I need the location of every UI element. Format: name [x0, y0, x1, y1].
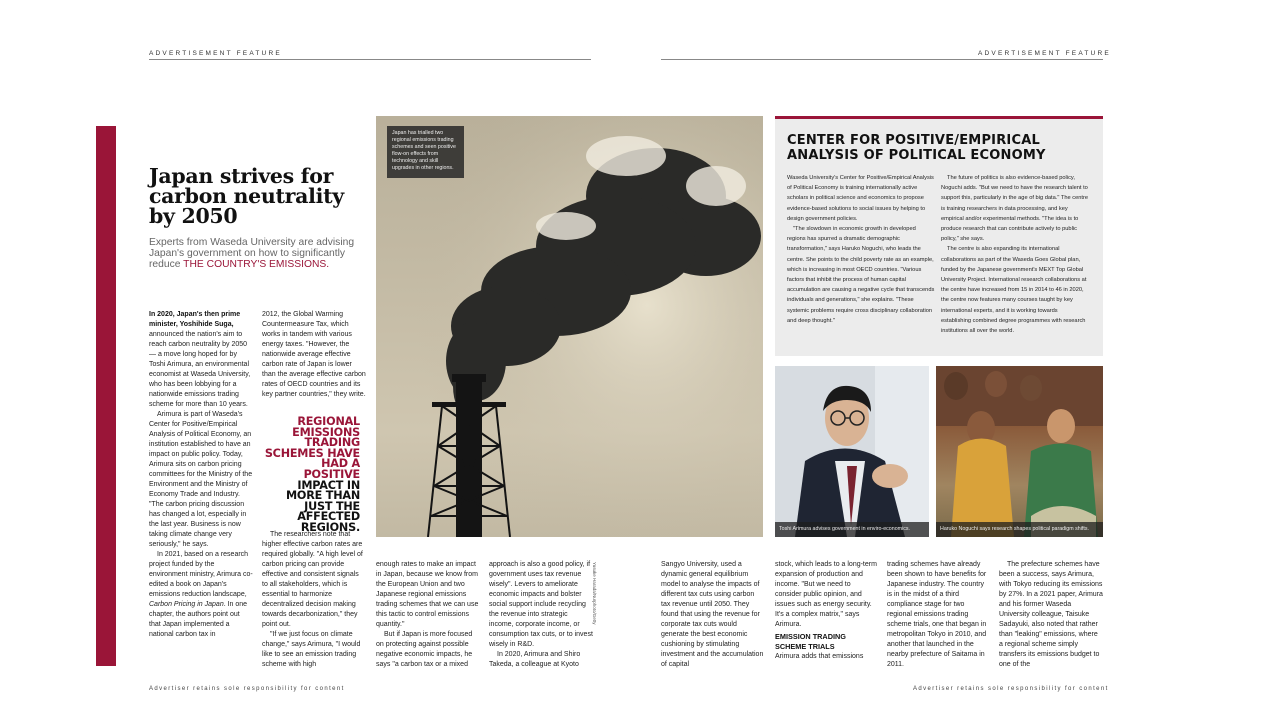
arimura-photo-caption: Toshi Arimura advises government in enviro-economics.	[775, 522, 929, 537]
col4-paragraph-1: approach is also a good policy, if government uses tax revenue wisely". Levers to ameliorate economic impacts and bolster social support include recycling the revenue into strategic income, corporate income, or consumption tax cuts, or to invest wisely in R&D.	[489, 561, 593, 648]
col1-paragraph-3: In 2021, based on a research project funded by the environment ministry, Arimura co-edited a book on Japan's emissions reduction landscape, Carbon Pricing in Japan. In one chapter, the authors point out that Japan implemented a national carbon tax in	[149, 551, 253, 638]
article-column-2-lower	[262, 530, 366, 670]
article-column-6	[775, 560, 877, 662]
photo-credit: Yusuke Harada/Nurphoto/Getty	[592, 562, 597, 625]
article-column-8	[999, 560, 1103, 670]
women-group-illustration	[936, 366, 1103, 537]
header-rule-left	[149, 59, 591, 60]
center-right-paragraph-2: The centre is also expanding its international collaborations as part of the Waseda Goes Global plan, funded by the Japanese government's MEXT Top Global University Project. International research collaborations at the centre have increased from 15 in 2014 to 46 in 2020, the centre now features many courses taught by key international experts, and it is working towards establishing combined degree programmes with research institutions all over the world.	[941, 246, 1087, 335]
col6-paragraph-1: stock, which leads to a long-term expansion of production and income. "But we need to consider public opinion, and issues such as energy security. It's a complex matrix," says Arimura.	[775, 561, 877, 628]
article-column-5	[661, 560, 765, 670]
pull-quote-dark: IMPACT IN MORE THAN JUST THE AFFECTED REGIONS.	[285, 478, 360, 534]
main-photo-caption: Japan has trialled two regional emissions trading schemes and seen positive flow-on effects from technology and skill upgrades in other regions.	[387, 126, 464, 178]
article-headline: Japan strives for carbon neutrality by 2050	[149, 164, 344, 228]
footer-disclaimer-right: Advertiser retains sole responsibility for content	[913, 686, 1109, 692]
standfirst-text: Experts from Waseda University are advising Japan's government on how to significantly reduce	[149, 237, 355, 270]
col6-paragraph-2: Arimura adds that emissions	[775, 653, 864, 660]
header-rule-right	[661, 59, 1103, 60]
footer-disclaimer-left: Advertiser retains sole responsibility for content	[149, 686, 345, 692]
col2-paragraph-2: The researchers note that higher effective carbon rates are required globally. "A high level of carbon pricing can provide effective and consistent signals to all stakeholders, which is essential to harmonize decentralized decision making towards decarbonization," they point out.	[262, 531, 363, 628]
section-subheading: EMISSION TRADING SCHEME TRIALS	[775, 632, 846, 651]
arimura-photo	[775, 366, 929, 537]
advertisement-feature-label-right: ADVERTISEMENT FEATURE	[978, 50, 1111, 57]
article-column-2	[262, 310, 366, 400]
article-standfirst	[149, 237, 371, 270]
col4-paragraph-2: In 2020, Arimura and Shiro Takeda, a colleague at Kyoto	[489, 651, 581, 668]
col2-paragraph-1: 2012, the Global Warming Countermeasure Tax, which works in tandem with various energy taxes. "However, the nationwide average effective carbon rate of Japan is lower than the average effective carbon rates of OECD countries and its key partner countries," they write.	[262, 311, 366, 398]
center-info-box	[775, 116, 1103, 356]
book-title: Carbon Pricing in Japan	[149, 601, 224, 608]
standfirst-highlight: THE COUNTRY'S EMISSIONS.	[183, 259, 330, 270]
center-box-column-right	[941, 173, 1089, 336]
col3-paragraph-2: But if Japan is more focused on protecting against possible negative economic impacts, he says "a carbon tax or a mixed	[376, 631, 473, 668]
col3-paragraph-1: enough rates to make an impact in Japan, because we know from the European Union and two Japanese regional emissions trading schemes that we can use this tactic to control emissions quantity."	[376, 561, 479, 628]
center-left-paragraph-1: Waseda University's Center for Positive/Empirical Analysis of Political Economy is training internationally active scholars in political science and economics to propose evidence-based solutions to social issues by helping to design government policies.	[787, 175, 934, 222]
col2-paragraph-3: "If we just focus on climate change," says Arimura, "I would like to see an emission trading scheme with high	[262, 631, 361, 668]
center-right-paragraph-1: The future of politics is also evidence-based policy, Noguchi adds. "But we need to have the research talent to support this, particularly in the age of big data." The centre is training researchers in data processing, and key empirical and/or experimental methods. "The idea is to produce research that can contribute actively to public policy," she says.	[941, 175, 1089, 243]
article-column-4	[489, 560, 593, 670]
col5-paragraph-1: Sangyo University, used a dynamic general equilibrium model to analyse the impacts of different tax cuts using carbon tax revenue until 2050. They found that using the revenue for corporate tax cuts would generate the best economic cushioning by stimulating investment and the accumulation of capital	[661, 561, 764, 668]
col7-paragraph-1: trading schemes have already been shown to have benefits for Japanese industry. The country is in the midst of a third compliance stage for two regional emissions trading scheme trials, one that began in metropolitan Tokyo in 2010, and another that launched in the nearby prefecture of Saitama in 2011.	[887, 561, 987, 668]
man-portrait-illustration	[775, 366, 929, 537]
community-photo-caption: Haruko Noguchi says research shapes political paradigm shifts.	[936, 522, 1103, 537]
lead-in: In 2020, Japan's then prime minister, Yoshihide Suga,	[149, 311, 241, 328]
center-box-column-left	[787, 173, 935, 326]
article-column-7	[887, 560, 989, 670]
article-column-1	[149, 310, 253, 640]
advertisement-feature-label-left: ADVERTISEMENT FEATURE	[149, 50, 282, 57]
pull-quote-red: REGIONAL EMISSIONS TRADING SCHEMES HAVE HAD A POSITIVE	[264, 415, 360, 481]
col1-paragraph-1: announced the nation's aim to reach carbon neutrality by 2050 — a move long hoped for by Toshi Arimura, an environmental economist at Waseda University, who has been lobbying for a nationwide emissions trading scheme for more than 10 years.	[149, 331, 251, 408]
article-column-3	[376, 560, 480, 670]
center-left-paragraph-2: "The slowdown in economic growth in developed regions has spurred a dramatic demographic transformation," says Haruko Noguchi, who leads the centre. She points to the child poverty rate as an example, which is increasing in most OECD countries. "Various factors that inhibit the process of human capital accumulation are causing a negative cycle that transcends individuals and generations," she explains. "These systemic problems require cross disciplinary collaboration and deep thought."	[787, 226, 935, 324]
smokestack-photo	[376, 116, 763, 537]
smokestack-illustration	[376, 116, 763, 537]
pull-quote	[262, 417, 360, 534]
col1-paragraph-2: Arimura is part of Waseda's Center for Positive/Empirical Analysis of Political Economy, an institution established to have an impact on public policy. Today, Arimura sits on carbon pricing committees for the Ministry of the Environment and the Ministry of Economy Trade and Industry. "The carbon pricing discussion has changed a lot, especially in the last year. Business is now taking climate change very seriously," he says.	[149, 411, 253, 548]
community-photo	[936, 366, 1103, 537]
center-box-title: CENTER FOR POSITIVE/EMPIRICAL ANALYSIS OF POLITICAL ECONOMY	[787, 133, 1046, 163]
col8-paragraph-1: The prefecture schemes have been a success, says Arimura, with Tokyo reducing its emissions by 27%. In a 2021 paper, Arimura and his former Waseda University colleague, Taisuke Sadayuki, also noted that rather than "leaking" emissions, where a regional scheme simply transfers its emissions budget to one of the	[999, 561, 1103, 668]
accent-bar	[96, 126, 116, 666]
